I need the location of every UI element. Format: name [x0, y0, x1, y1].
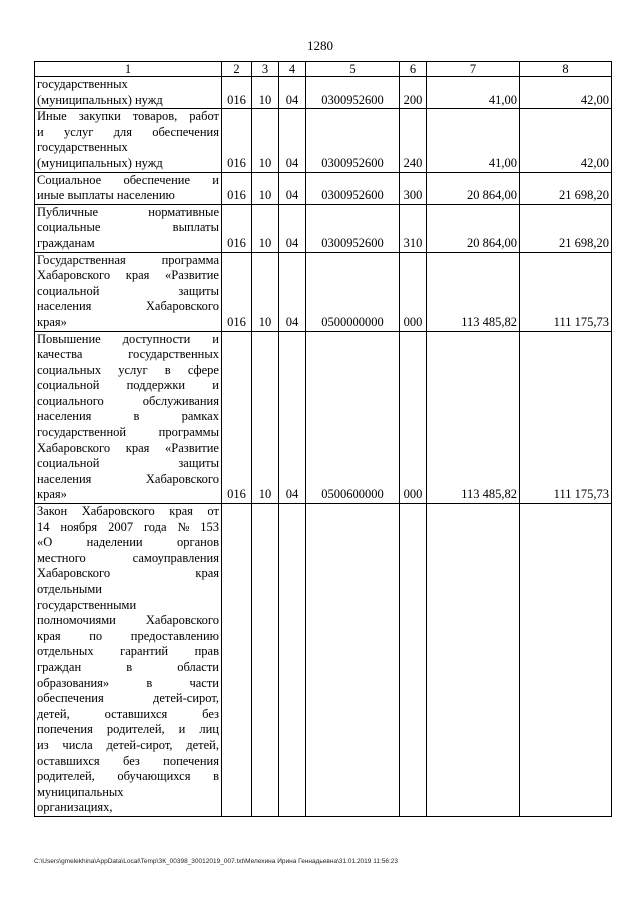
amount-year-1: 20 864,00	[427, 172, 520, 204]
table-row	[35, 109, 612, 172]
row-name-line: Закон Хабаровского края от	[37, 504, 219, 519]
row-name-line: организациях,	[37, 800, 113, 815]
subsection-code: 04	[279, 172, 306, 204]
row-name-line: полномочиями Хабаровского	[37, 613, 219, 628]
table-row	[35, 504, 612, 817]
expense-type-code: 000	[400, 331, 427, 504]
row-name-line: гражданам	[37, 235, 95, 250]
row-name	[35, 172, 222, 204]
row-name	[35, 504, 222, 817]
target-article-code	[306, 504, 400, 817]
expense-type-code: 000	[400, 252, 427, 331]
row-name-line: обеспечения детей-сирот,	[37, 691, 219, 706]
amount-year-1: 113 485,82	[427, 331, 520, 504]
target-article-code: 0500000000	[306, 252, 400, 331]
row-name-line: родителей, обучающихся в	[37, 769, 219, 784]
row-name-line: Повышение доступности и	[37, 331, 219, 346]
expense-type-code	[400, 504, 427, 817]
amount-year-2: 21 698,20	[520, 172, 612, 204]
section-code: 10	[252, 252, 279, 331]
section-code: 10	[252, 331, 279, 504]
target-article-code: 0300952600	[306, 77, 400, 109]
target-article-code: 0300952600	[306, 109, 400, 172]
row-name-line: края»	[37, 314, 67, 329]
expense-type-code: 310	[400, 204, 427, 252]
section-code: 10	[252, 109, 279, 172]
column-header-1: 1	[35, 62, 222, 77]
amount-year-1: 41,00	[427, 77, 520, 109]
file-path-footer: C:\Users\gmelekhina\AppData\Local\Temp\ЗК_00398_30012019_007.txt\Мелехина Ирина Геннадьевна\31.01.2019 11:56:23	[34, 858, 399, 865]
subsection-code: 04	[279, 204, 306, 252]
amount-year-2	[520, 504, 612, 817]
table-row	[35, 331, 612, 504]
row-name-line: населения Хабаровского	[37, 471, 219, 486]
row-name-line: государственной программы	[37, 425, 219, 440]
admin-code: 016	[222, 77, 252, 109]
subsection-code: 04	[279, 77, 306, 109]
row-name-line: социальной поддержки и	[37, 378, 219, 393]
expense-type-code: 240	[400, 109, 427, 172]
row-name-line: государственных	[37, 77, 128, 91]
row-name-line: «О наделении органов	[37, 535, 219, 550]
section-code: 10	[252, 204, 279, 252]
target-article-code: 0300952600	[306, 204, 400, 252]
row-name-line: и услуг для обеспечения	[37, 124, 219, 139]
row-name-line: Хабаровского края «Развитие	[37, 440, 219, 455]
row-name	[35, 109, 222, 172]
row-name	[35, 204, 222, 252]
amount-year-1: 113 485,82	[427, 252, 520, 331]
row-name-line: попечения родителей, и лиц	[37, 722, 219, 737]
target-article-code: 0300952600	[306, 172, 400, 204]
table-row	[35, 172, 612, 204]
row-name-line: отдельных гарантий прав	[37, 644, 219, 659]
column-header-3: 3	[252, 62, 279, 77]
column-header-6: 6	[400, 62, 427, 77]
row-name-line: из числа детей-сирот, детей,	[37, 737, 219, 752]
row-name-line: социальных услуг в сфере	[37, 362, 219, 377]
budget-table	[34, 61, 612, 817]
subsection-code	[279, 504, 306, 817]
row-name-line: иные выплаты населению	[37, 188, 175, 203]
subsection-code: 04	[279, 331, 306, 504]
table-row	[35, 204, 612, 252]
admin-code: 016	[222, 204, 252, 252]
row-name-line: социальной защиты	[37, 456, 219, 471]
row-name-line: края»	[37, 487, 67, 502]
row-name-line: государственных	[37, 140, 128, 155]
row-name-line: края по предоставлению	[37, 628, 219, 643]
column-header-5: 5	[306, 62, 400, 77]
row-name-line: социальной защиты	[37, 283, 219, 298]
row-name-line: 14 ноября 2007 года № 153	[37, 519, 219, 534]
expense-type-code: 200	[400, 77, 427, 109]
admin-code: 016	[222, 172, 252, 204]
row-name	[35, 252, 222, 331]
row-name-line: населения в рамках	[37, 409, 219, 424]
row-name-line: Публичные нормативные	[37, 204, 219, 219]
table-row	[35, 77, 612, 109]
subsection-code: 04	[279, 109, 306, 172]
row-name-line: (муниципальных) нужд	[37, 92, 163, 107]
row-name-line: Государственная программа	[37, 252, 219, 267]
admin-code: 016	[222, 331, 252, 504]
column-header-7: 7	[427, 62, 520, 77]
header-row	[35, 62, 612, 77]
page-number: 1280	[307, 38, 333, 53]
row-name-line: социального обслуживания	[37, 393, 219, 408]
row-name-line: качества государственных	[37, 347, 219, 362]
row-name-line: социальные выплаты	[37, 220, 219, 235]
section-code: 10	[252, 77, 279, 109]
row-name-line: государственными	[37, 597, 137, 612]
row-name-line: Иные закупки товаров, работ	[37, 109, 219, 124]
section-code: 10	[252, 172, 279, 204]
subsection-code: 04	[279, 252, 306, 331]
row-name-line: детей, оставшихся без	[37, 706, 219, 721]
row-name-line: Хабаровского края	[37, 566, 219, 581]
admin-code: 016	[222, 109, 252, 172]
admin-code: 016	[222, 252, 252, 331]
row-name-line: Хабаровского края «Развитие	[37, 268, 219, 283]
target-article-code: 0500600000	[306, 331, 400, 504]
row-name-line: Социальное обеспечение и	[37, 172, 219, 187]
table-row	[35, 252, 612, 331]
row-name-line: оставшихся без попечения	[37, 753, 219, 768]
amount-year-2: 111 175,73	[520, 252, 612, 331]
amount-year-2: 42,00	[520, 109, 612, 172]
row-name-line: муниципальных	[37, 784, 124, 799]
column-header-8: 8	[520, 62, 612, 77]
amount-year-1: 20 864,00	[427, 204, 520, 252]
row-name	[35, 77, 222, 109]
column-header-2: 2	[222, 62, 252, 77]
amount-year-1	[427, 504, 520, 817]
row-name	[35, 331, 222, 504]
row-name-line: отдельными	[37, 582, 102, 596]
expense-type-code: 300	[400, 172, 427, 204]
amount-year-2: 111 175,73	[520, 331, 612, 504]
admin-code	[222, 504, 252, 817]
amount-year-2: 42,00	[520, 77, 612, 109]
section-code	[252, 504, 279, 817]
row-name-line: (муниципальных) нужд	[37, 155, 163, 170]
row-name-line: местного самоуправления	[37, 550, 219, 565]
row-name-line: граждан в области	[37, 659, 219, 674]
amount-year-1: 41,00	[427, 109, 520, 172]
amount-year-2: 21 698,20	[520, 204, 612, 252]
row-name-line: населения Хабаровского	[37, 299, 219, 314]
row-name-line: образования» в части	[37, 675, 219, 690]
column-header-4: 4	[279, 62, 306, 77]
